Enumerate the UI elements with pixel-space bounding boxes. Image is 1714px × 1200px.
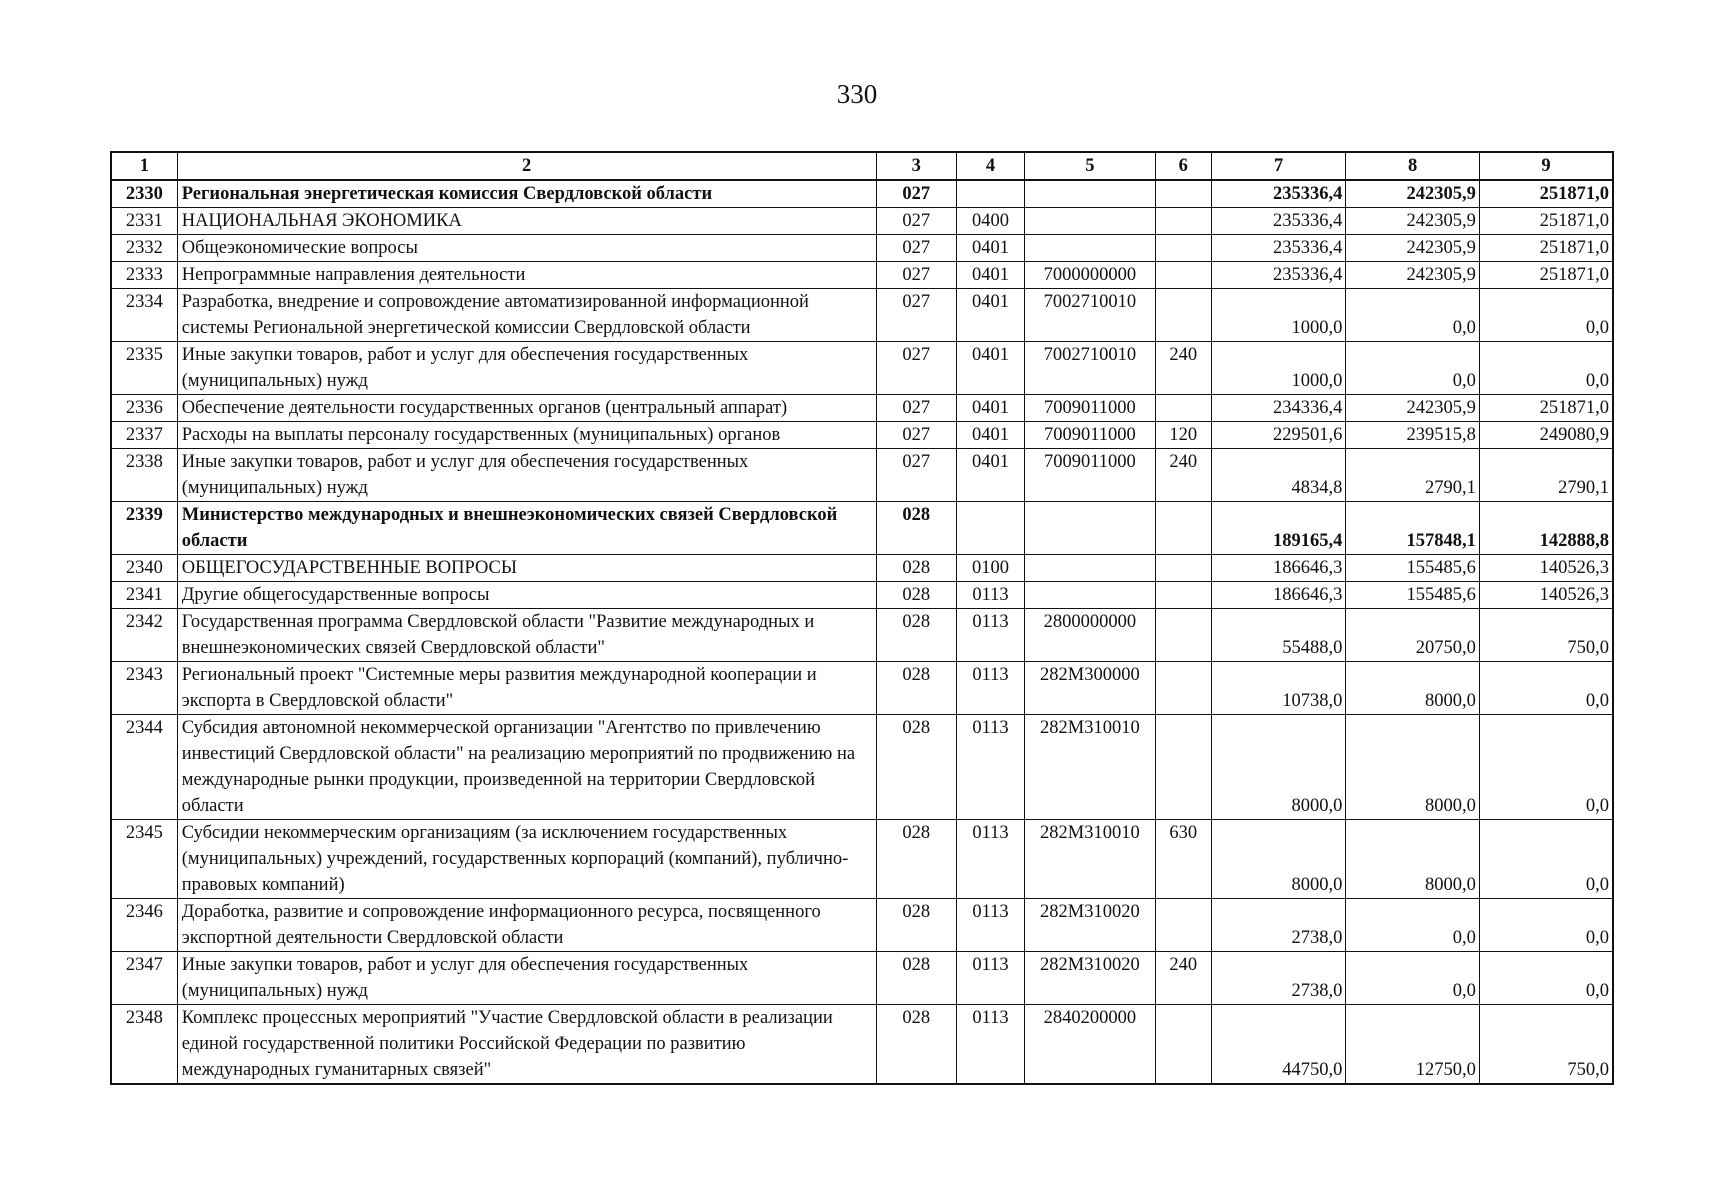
row-name: Расходы на выплаты персоналу государственных (муниципальных) органов [177,422,876,449]
row-name: Разработка, внедрение и сопровождение автоматизированной информационной системы Региональной энергетической комиссии Свердловской области [177,289,876,342]
row-value-7: 4834,8 [1211,449,1346,502]
row-col-4: 0113 [956,952,1024,1005]
row-name: Общеэкономические вопросы [177,235,876,262]
row-col-4: 0401 [956,342,1024,395]
table-row [111,342,1613,395]
row-col-5: 7009011000 [1025,422,1156,449]
row-value-8: 12750,0 [1346,1005,1480,1085]
row-col-3: 028 [876,582,956,609]
row-name: Обеспечение деятельности государственных органов (центральный аппарат) [177,395,876,422]
row-value-9: 251871,0 [1479,180,1613,208]
row-col-4: 0401 [956,289,1024,342]
row-number: 2341 [111,582,177,609]
row-col-4: 0113 [956,820,1024,899]
row-col-5: 282M310020 [1025,952,1156,1005]
row-value-9: 2790,1 [1479,449,1613,502]
header-row [111,152,1613,180]
row-number: 2334 [111,289,177,342]
row-col-6: 240 [1155,342,1211,395]
row-value-7: 2738,0 [1211,899,1346,952]
row-col-6 [1155,235,1211,262]
row-col-6 [1155,502,1211,555]
row-value-7: 55488,0 [1211,609,1346,662]
row-value-8: 239515,8 [1346,422,1480,449]
table-row [111,208,1613,235]
row-col-5 [1025,180,1156,208]
row-col-6 [1155,582,1211,609]
row-name: ОБЩЕГОСУДАРСТВЕННЫЕ ВОПРОСЫ [177,555,876,582]
row-col-5: 282M310020 [1025,899,1156,952]
row-col-4: 0401 [956,395,1024,422]
row-col-3: 028 [876,662,956,715]
row-col-3: 028 [876,952,956,1005]
row-col-3: 027 [876,289,956,342]
row-name: Доработка, развитие и сопровождение информационного ресурса, посвященного экспортной деятельности Свердловской области [177,899,876,952]
row-col-4: 0401 [956,422,1024,449]
row-col-5: 7002710010 [1025,342,1156,395]
row-col-6 [1155,555,1211,582]
row-col-3: 028 [876,502,956,555]
row-name: Иные закупки товаров, работ и услуг для обеспечения государственных (муниципальных) нужд [177,952,876,1005]
row-col-4: 0401 [956,235,1024,262]
row-col-3: 028 [876,1005,956,1085]
row-value-8: 2790,1 [1346,449,1480,502]
row-col-5: 282M300000 [1025,662,1156,715]
row-value-7: 2738,0 [1211,952,1346,1005]
row-number: 2339 [111,502,177,555]
row-number: 2347 [111,952,177,1005]
table-row [111,262,1613,289]
row-col-5 [1025,555,1156,582]
header-col-2: 2 [177,152,876,180]
row-value-8: 0,0 [1346,342,1480,395]
row-value-7: 1000,0 [1211,289,1346,342]
header-col-8: 8 [1346,152,1480,180]
row-col-4: 0401 [956,262,1024,289]
row-name: Субсидии некоммерческим организациям (за исключением государственных (муниципальных) учреждений, государственных корпораций (компаний), публично-правовых компаний) [177,820,876,899]
row-number: 2330 [111,180,177,208]
row-value-8: 157848,1 [1346,502,1480,555]
row-number: 2348 [111,1005,177,1085]
row-value-9: 251871,0 [1479,235,1613,262]
row-value-9: 0,0 [1479,899,1613,952]
header-col-5: 5 [1025,152,1156,180]
row-col-3: 028 [876,555,956,582]
row-col-4: 0113 [956,609,1024,662]
row-name: Министерство международных и внешнеэкономических связей Свердловской области [177,502,876,555]
table-row [111,289,1613,342]
row-value-9: 0,0 [1479,952,1613,1005]
table-row [111,395,1613,422]
row-value-7: 186646,3 [1211,555,1346,582]
table-body [111,180,1613,1084]
row-number: 2345 [111,820,177,899]
row-col-5: 7009011000 [1025,395,1156,422]
row-col-4: 0400 [956,208,1024,235]
row-col-3: 028 [876,715,956,820]
row-col-5: 2840200000 [1025,1005,1156,1085]
row-value-9: 249080,9 [1479,422,1613,449]
row-name: Комплекс процессных мероприятий "Участие Свердловской области в реализации единой государственной политики Российской Федерации по развитию международных гуманитарных связей" [177,1005,876,1085]
table-row [111,449,1613,502]
row-value-8: 8000,0 [1346,820,1480,899]
row-col-3: 027 [876,395,956,422]
header-col-9: 9 [1479,152,1613,180]
row-number: 2344 [111,715,177,820]
row-value-8: 8000,0 [1346,662,1480,715]
row-col-6: 120 [1155,422,1211,449]
row-value-9: 142888,8 [1479,502,1613,555]
row-col-6: 240 [1155,449,1211,502]
row-name: Непрограммные направления деятельности [177,262,876,289]
row-name: Государственная программа Свердловской области "Развитие международных и внешнеэкономических связей Свердловской области" [177,609,876,662]
table-row [111,235,1613,262]
row-name: Региональная энергетическая комиссия Свердловской области [177,180,876,208]
row-value-7: 235336,4 [1211,180,1346,208]
header-col-3: 3 [876,152,956,180]
row-number: 2346 [111,899,177,952]
row-value-8: 242305,9 [1346,395,1480,422]
row-col-4: 0113 [956,662,1024,715]
row-col-5: 282M310010 [1025,820,1156,899]
row-col-3: 028 [876,899,956,952]
row-col-5 [1025,235,1156,262]
row-col-5 [1025,582,1156,609]
row-col-6 [1155,662,1211,715]
row-value-9: 0,0 [1479,289,1613,342]
row-col-4: 0113 [956,1005,1024,1085]
row-col-6 [1155,1005,1211,1085]
row-value-7: 235336,4 [1211,208,1346,235]
table-row [111,1005,1613,1085]
row-number: 2342 [111,609,177,662]
row-value-8: 242305,9 [1346,262,1480,289]
row-value-7: 186646,3 [1211,582,1346,609]
row-col-5: 7009011000 [1025,449,1156,502]
row-value-9: 140526,3 [1479,582,1613,609]
table-row [111,422,1613,449]
row-col-4 [956,502,1024,555]
table-row [111,899,1613,952]
row-number: 2340 [111,555,177,582]
row-col-4: 0401 [956,449,1024,502]
page-number: 330 [836,79,878,109]
row-col-4: 0113 [956,899,1024,952]
row-value-8: 0,0 [1346,289,1480,342]
row-col-6 [1155,289,1211,342]
row-col-4 [956,180,1024,208]
row-col-3: 027 [876,342,956,395]
row-value-8: 155485,6 [1346,555,1480,582]
row-col-3: 028 [876,820,956,899]
row-col-5: 282M310010 [1025,715,1156,820]
row-value-8: 20750,0 [1346,609,1480,662]
table-row [111,180,1613,208]
table-row [111,502,1613,555]
row-value-9: 0,0 [1479,342,1613,395]
row-value-7: 1000,0 [1211,342,1346,395]
row-value-9: 251871,0 [1479,395,1613,422]
row-name: Иные закупки товаров, работ и услуг для обеспечения государственных (муниципальных) нужд [177,449,876,502]
row-value-9: 750,0 [1479,1005,1613,1085]
row-col-6 [1155,899,1211,952]
row-value-7: 229501,6 [1211,422,1346,449]
row-number: 2335 [111,342,177,395]
row-col-4: 0100 [956,555,1024,582]
row-col-3: 027 [876,262,956,289]
row-col-3: 027 [876,449,956,502]
row-number: 2338 [111,449,177,502]
header-col-6: 6 [1155,152,1211,180]
row-col-4: 0113 [956,582,1024,609]
row-value-8: 242305,9 [1346,235,1480,262]
row-value-9: 251871,0 [1479,208,1613,235]
row-value-7: 189165,4 [1211,502,1346,555]
header-col-4: 4 [956,152,1024,180]
row-name: Региональный проект "Системные меры развития международной кооперации и экспорта в Свердловской области" [177,662,876,715]
table-row [111,555,1613,582]
row-value-9: 0,0 [1479,662,1613,715]
table-row [111,952,1613,1005]
row-col-4: 0113 [956,715,1024,820]
row-col-6 [1155,395,1211,422]
row-col-6 [1155,609,1211,662]
row-value-8: 8000,0 [1346,715,1480,820]
table-row [111,715,1613,820]
row-value-9: 140526,3 [1479,555,1613,582]
row-name: Субсидия автономной некоммерческой организации "Агентство по привлечению инвестиций Свердловской области" на реализацию мероприятий по продвижению на международные рынки продукции, произведенной на территории Свердловской области [177,715,876,820]
table-row [111,662,1613,715]
row-value-9: 750,0 [1479,609,1613,662]
table-row [111,582,1613,609]
row-value-7: 235336,4 [1211,262,1346,289]
row-col-3: 027 [876,180,956,208]
row-name: НАЦИОНАЛЬНАЯ ЭКОНОМИКА [177,208,876,235]
row-value-7: 44750,0 [1211,1005,1346,1085]
header-col-7: 7 [1211,152,1346,180]
row-value-9: 0,0 [1479,715,1613,820]
row-value-7: 235336,4 [1211,235,1346,262]
row-col-3: 028 [876,609,956,662]
row-col-6: 240 [1155,952,1211,1005]
row-name: Другие общегосударственные вопросы [177,582,876,609]
row-col-3: 027 [876,208,956,235]
row-number: 2336 [111,395,177,422]
row-name: Иные закупки товаров, работ и услуг для обеспечения государственных (муниципальных) нужд [177,342,876,395]
row-col-5: 7002710010 [1025,289,1156,342]
row-number: 2333 [111,262,177,289]
row-value-8: 242305,9 [1346,208,1480,235]
row-value-7: 8000,0 [1211,715,1346,820]
table-header [111,152,1613,180]
row-col-6: 630 [1155,820,1211,899]
budget-table [110,151,1614,1085]
row-col-6 [1155,208,1211,235]
row-col-6 [1155,262,1211,289]
row-value-9: 0,0 [1479,820,1613,899]
row-col-6 [1155,180,1211,208]
row-col-5: 2800000000 [1025,609,1156,662]
table-row [111,820,1613,899]
row-col-3: 027 [876,422,956,449]
row-col-5: 7000000000 [1025,262,1156,289]
row-number: 2337 [111,422,177,449]
table-row [111,609,1613,662]
row-col-5 [1025,502,1156,555]
row-value-8: 0,0 [1346,899,1480,952]
row-col-3: 027 [876,235,956,262]
row-number: 2343 [111,662,177,715]
row-number: 2331 [111,208,177,235]
row-number: 2332 [111,235,177,262]
row-value-7: 8000,0 [1211,820,1346,899]
row-value-8: 0,0 [1346,952,1480,1005]
row-value-7: 234336,4 [1211,395,1346,422]
row-col-6 [1155,715,1211,820]
row-value-9: 251871,0 [1479,262,1613,289]
header-col-1: 1 [111,152,177,180]
row-value-8: 155485,6 [1346,582,1480,609]
row-col-5 [1025,208,1156,235]
row-value-7: 10738,0 [1211,662,1346,715]
row-value-8: 242305,9 [1346,180,1480,208]
